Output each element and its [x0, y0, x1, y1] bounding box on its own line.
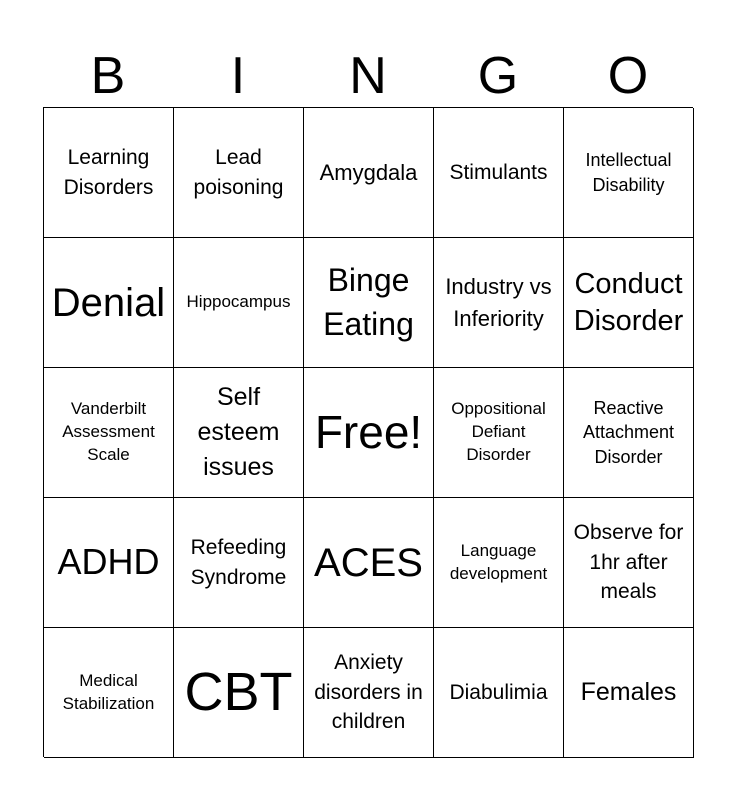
- bingo-cell[interactable]: [44, 368, 174, 498]
- header-letter-g: G: [477, 47, 519, 105]
- cell-label: Observe for 1hr after meals: [573, 521, 684, 604]
- bingo-cell[interactable]: [44, 238, 174, 368]
- cell-label: Medical Stabilization: [62, 670, 155, 713]
- header-letter-o: O: [607, 47, 649, 105]
- cell-label: Refeeding Syndrome: [190, 536, 287, 589]
- cell-label: ADHD: [57, 541, 160, 583]
- bingo-cell[interactable]: [434, 628, 564, 758]
- header-letter-b: B: [90, 47, 126, 105]
- cell-label: Vanderbilt Assessment Scale: [62, 399, 155, 464]
- cell-label: Lead poisoning: [193, 146, 284, 199]
- bingo-cell[interactable]: [44, 498, 174, 628]
- cell-label: Language development: [449, 540, 548, 583]
- cell-label: Anxiety disorders in children: [314, 651, 423, 734]
- cell-label: Diabulimia: [449, 680, 548, 704]
- bingo-cell[interactable]: [304, 238, 434, 368]
- bingo-cell[interactable]: [174, 498, 304, 628]
- bingo-cell[interactable]: [564, 368, 694, 498]
- free-space-cell[interactable]: [304, 368, 434, 498]
- bingo-cell[interactable]: [304, 108, 434, 238]
- bingo-cell[interactable]: [44, 108, 174, 238]
- bingo-cell[interactable]: [174, 368, 304, 498]
- cell-label: Binge Eating: [323, 262, 414, 342]
- bingo-cell[interactable]: [174, 108, 304, 238]
- cell-label: Hippocampus: [186, 292, 291, 312]
- bingo-cell[interactable]: [564, 498, 694, 628]
- cell-label: ACES: [314, 540, 423, 585]
- bingo-cell[interactable]: [434, 368, 564, 498]
- bingo-cell[interactable]: [44, 628, 174, 758]
- bingo-cell[interactable]: [304, 628, 434, 758]
- bingo-cell[interactable]: [434, 238, 564, 368]
- bingo-cell[interactable]: [564, 238, 694, 368]
- bingo-cell[interactable]: [174, 628, 304, 758]
- cell-label: Self esteem issues: [197, 383, 280, 481]
- bingo-cell[interactable]: [564, 108, 694, 238]
- bingo-cell[interactable]: [564, 628, 694, 758]
- cell-label: Free!: [314, 405, 423, 458]
- bingo-header: [43, 45, 693, 107]
- cell-label: Industry vs Inferiority: [445, 273, 552, 331]
- header-letter-i: I: [230, 47, 246, 105]
- bingo-cell[interactable]: [434, 498, 564, 628]
- cell-label: Reactive Attachment Disorder: [582, 398, 675, 467]
- cell-label: Amygdala: [319, 159, 418, 185]
- bingo-cell[interactable]: [174, 238, 304, 368]
- bingo-cell[interactable]: [304, 498, 434, 628]
- cell-label: Oppositional Defiant Disorder: [451, 399, 546, 464]
- bingo-board: [43, 107, 693, 757]
- header-letter-n: N: [349, 47, 387, 105]
- cell-label: Denial: [51, 280, 166, 325]
- cell-label: Conduct Disorder: [573, 268, 684, 337]
- cell-label: Intellectual Disability: [585, 150, 672, 195]
- cell-label: CBT: [184, 662, 293, 723]
- bingo-cell[interactable]: [434, 108, 564, 238]
- cell-label: Learning Disorders: [63, 146, 154, 199]
- cell-label: Females: [580, 678, 677, 706]
- cell-label: Stimulants: [449, 160, 548, 184]
